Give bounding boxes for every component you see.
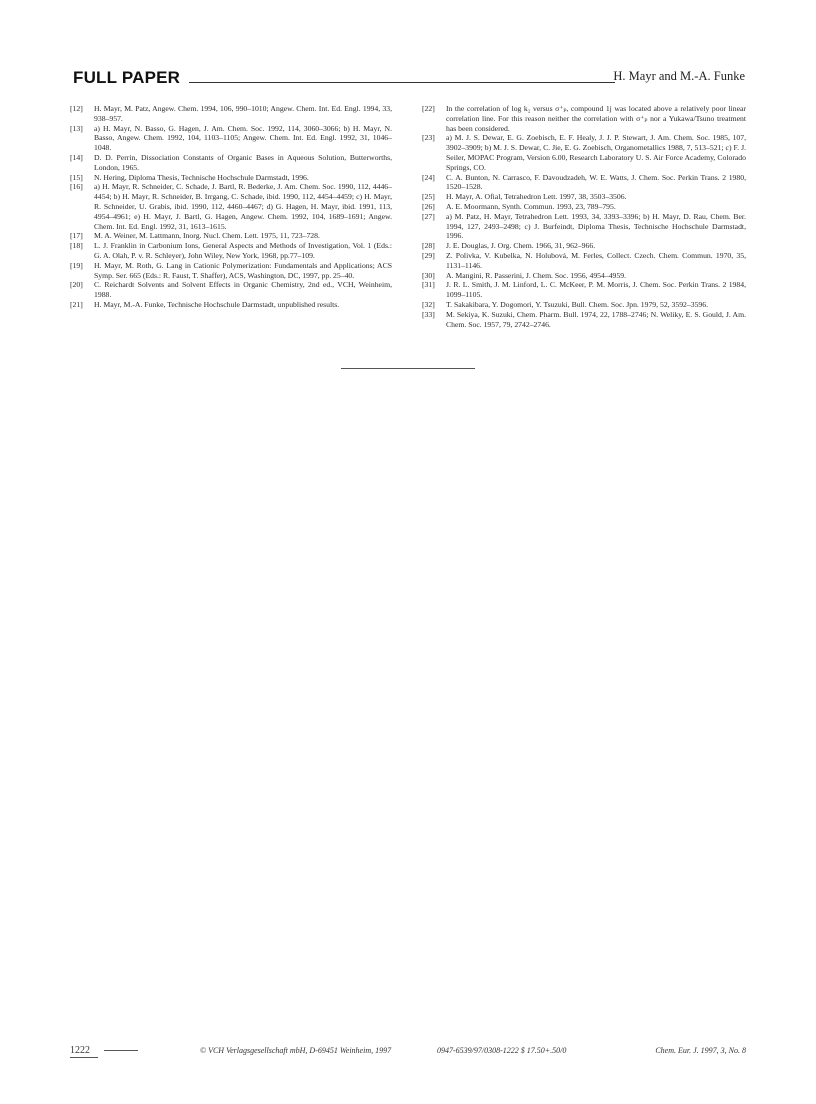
running-authors: H. Mayr and M.-A. Funke [613,69,745,83]
reference-number: [24] [422,172,435,182]
reference-entry [70,153,392,173]
reference-text: N. Hering, Diploma Thesis, Technische Hochschule Darmstadt, 1996. [94,172,309,182]
reference-text: H. Mayr, M.-A. Funke, Technische Hochschule Darmstadt, unpublished results. [94,299,340,309]
page-number: 1222 [70,1045,90,1056]
page-number-rule [70,1057,98,1058]
reference-entry [70,182,392,231]
reference-entry [422,310,746,330]
reference-entry [422,271,746,281]
section-title: FULL PAPER [73,68,181,87]
reference-number: [32] [422,299,435,309]
reference-text: H. Mayr, M. Roth, G. Lang in Cationic Polymerization: Fundamentals and Applications; ACS Symp. Ser. 665 (Eds.: R. Faust, T. Shaffer), ACS, Washington, DC, 1997, pp. 25–40. [94,260,392,280]
reference-number: [16] [70,182,83,192]
reference-text: C. Reichardt Solvents and Solvent Effects in Organic Chemistry, 2nd ed., VCH, Weinheim, 1988. [94,280,392,300]
reference-entry [422,241,746,251]
reference-entry [422,104,746,133]
reference-entry [70,300,392,310]
issn-line: 0947-6539/97/0308-1222 $ 17.50+.50/0 [437,1046,567,1055]
reference-number: [27] [422,211,435,221]
reference-number: [29] [422,250,435,260]
reference-entry [422,300,746,310]
reference-entry [422,192,746,202]
reference-entry [70,231,392,241]
reference-entry [70,124,392,153]
reference-text: T. Sakakibara, Y. Dogomori, Y. Tsuzuki, Bull. Chem. Soc. Jpn. 1979, 52, 3592–3596. [446,299,709,309]
reference-entry [422,202,746,212]
reference-number: [12] [70,104,83,113]
reference-entry [70,241,392,261]
reference-number: [21] [70,299,83,309]
reference-number: [17] [70,231,83,241]
reference-text: L. J. Franklin in Carbonium Ions, General Aspects and Methods of Investigation, Vol. 1 (Eds.: G. A. Olah, P. v. R. Schleyer), John Wiley, New York, 1968, pp.77–109. [94,241,392,260]
reference-entry [70,173,392,183]
copyright-line: © VCH Verlagsgesellschaft mbH, D-69451 Weinheim, 1997 [200,1046,392,1055]
reference-text: Z. Polivka, V. Kubelka, N. Holubová, M. Ferles, Collect. Czech. Chem. Commun. 1970, 35, 1131–1146. [446,250,746,270]
reference-text: M. Sekiya, K. Suzuki, Chem. Pharm. Bull. 1974, 22, 1788–2746; N. Weliky, E. S. Gould, J. Am. Chem. Soc. 1957, 79, 2742–2746. [446,309,746,329]
end-divider [341,368,475,369]
header-rule [189,82,615,83]
reference-number: [30] [422,270,435,280]
page-footer [70,1045,746,1061]
reference-text: H. Mayr, A. Ofial, Tetrahedron Lett. 1997, 38, 3503–3506. [446,192,627,202]
reference-number: [13] [70,123,83,133]
reference-number: [22] [422,104,435,113]
reference-text: a) H. Mayr, R. Schneider, C. Schade, J. Bartl, R. Bederke, J. Am. Chem. Soc. 1990, 112, 4446–4454; b) H. Mayr, R. Schneider, B. Irrgang, C. Schade, ibid. 1990, 112, 4454–4459; c) H. Mayr, R. Schneider, U. Grabis, ibid. 1990, 112, 4460–4467; d) G. Hagen, H. Mayr, ibid. 1991, 113, 4954–4961; e) H. Mayr, J. Bartl, G. Hagen, Angew. Chem. 1992, 104, 1689–1691; Angew. Chem. Int. Ed. Engl. 1992, 31, 1613–1615. [94,182,392,231]
reference-text: A. Mangini, R. Passerini, J. Chem. Soc. 1956, 4954–4959. [446,270,627,280]
reference-entry [422,212,746,241]
reference-number: [28] [422,241,435,251]
page-header [73,68,745,88]
footer-rule [104,1050,138,1051]
reference-text: A. E. Moormann, Synth. Commun. 1993, 23, 789–795. [446,201,616,211]
reference-text: a) M. Patz, H. Mayr, Tetrahedron Lett. 1993, 34, 3393–3396; b) H. Mayr, D. Rau, Chem. Ber. 1994, 127, 2493–2498; c) J. Burfeindt, Diploma Thesis, Technische Hochschule Darmstadt, 1996. [446,211,746,241]
reference-text: M. A. Weiner, M. Lattmann, Inorg. Nucl. Chem. Lett. 1975, 11, 723–728. [94,231,320,241]
reference-text: a) M. J. S. Dewar, E. G. Zoebisch, E. F. Healy, J. J. P. Stewart, J. Am. Chem. Soc. 1985, 107, 3902–3909; b) M. J. S. Dewar, C. Jie, E. G. Zoebisch, Organometallics 1988, 7, 513–521; c) F. J. Seiler, MOPAC Program, Version 6.00, Research Laboratory U. S. Air Force Academy, Colorado Springs, CO. [446,133,746,172]
reference-number: [18] [70,241,83,251]
reference-number: [15] [70,172,83,182]
references-right-column [422,104,746,329]
reference-entry [422,280,746,300]
reference-text: D. D. Perrin, Dissociation Constants of Organic Bases in Aqueous Solution, Butterworths, London, 1965. [94,152,392,172]
reference-number: [19] [70,260,83,270]
reference-number: [23] [422,133,435,143]
reference-number: [26] [422,201,435,211]
reference-text: C. A. Bunton, N. Carrasco, F. Davoudzadeh, W. E. Watts, J. Chem. Soc. Perkin Trans. 2 1980, 1520–1528. [446,172,746,192]
reference-number: [20] [70,280,83,290]
reference-text: J. E. Douglas, J. Org. Chem. 1966, 31, 962–966. [446,241,596,251]
reference-text: H. Mayr, M. Patz, Angew. Chem. 1994, 106, 990–1010; Angew. Chem. Int. Ed. Engl. 1994, 33, 938–957. [94,104,392,123]
reference-entry [422,173,746,193]
reference-entry [70,280,392,300]
reference-text: a) H. Mayr, N. Basso, G. Hagen, J. Am. Chem. Soc. 1992, 114, 3060–3066; b) H. Mayr, N. Basso, Angew. Chem. 1992, 104, 1103–1105; Angew. Chem. Int. Ed. Engl. 1992, 31, 1046–1048. [94,123,392,153]
reference-entry [422,133,746,172]
reference-number: [25] [422,192,435,202]
reference-text: J. R. L. Smith, J. M. Linford, L. C. McKeer, P. M. Morris, J. Chem. Soc. Perkin Trans. 2 1984, 1099–1105. [446,280,746,300]
references-left-column [70,104,392,310]
reference-number: [31] [422,280,435,290]
reference-number: [14] [70,152,83,162]
reference-text: In the correlation of log k₂ versus σ⁺ₚ, compound 1j was located above a relatively poor linear correlation line. For this reason neither the correlation with σ⁺ₚ nor a Yukawa/Tsuno treatment has been considered. [446,104,746,133]
reference-entry [70,261,392,281]
reference-entry [70,104,392,124]
reference-entry [422,251,746,271]
reference-number: [33] [422,309,435,319]
journal-citation: Chem. Eur. J. 1997, 3, No. 8 [655,1046,746,1055]
